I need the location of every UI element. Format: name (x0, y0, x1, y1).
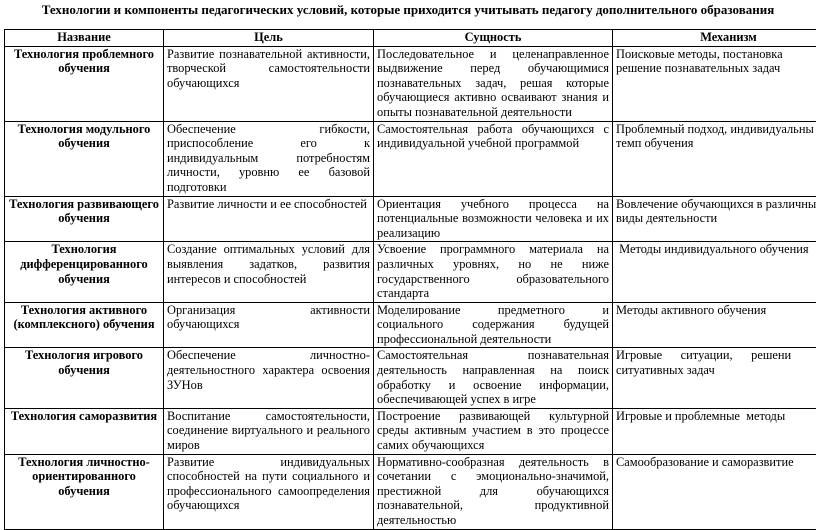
table-row (5, 302, 816, 348)
cell-name: Технология дифференцированного обучения (5, 242, 164, 302)
cell-mechanism: Игровые ситуации, решени ситуативных задач (613, 348, 816, 408)
table-header-row (5, 30, 816, 47)
cell-mechanism: Проблемный подход, индивидуальны темп обучения (613, 121, 816, 196)
cell-goal: Развитие индивидуальных способностей на пути социального и профессионального самоопределения обучающихся (164, 454, 374, 529)
cell-essence: Самостоятельная работа обучающихся с индивидуальной учебной программой (374, 121, 613, 196)
cell-name: Технология модульного обучения (5, 121, 164, 196)
cell-mechanism: Методы индивидуального обучения (613, 242, 816, 302)
table-row (5, 242, 816, 302)
column-header-name: Название (5, 30, 164, 47)
cell-name: Технология проблемного обучения (5, 46, 164, 121)
table-row (5, 454, 816, 529)
cell-essence: Построение развивающей культурной среды активным участием в это процессе самих обучающихся (374, 408, 613, 454)
cell-goal: Развитие познавательной активности, творческой самостоятельности обучающихся (164, 46, 374, 121)
cell-mechanism: Методы активного обучения (613, 302, 816, 348)
column-header-goal: Цель (164, 30, 374, 47)
column-header-mechanism: Механизм (613, 30, 816, 47)
cell-essence: Нормативно-сообразная деятельность в сочетании с эмоционально-значимой, престижной для обучающихся познавательной, продуктивной деятельностью (374, 454, 613, 529)
cell-goal: Создание оптимальных условий для выявления задатков, развития интересов и способностей (164, 242, 374, 302)
table-row (5, 196, 816, 242)
column-header-essence: Сущность (374, 30, 613, 47)
cell-name: Технология развивающего обучения (5, 196, 164, 242)
cell-name: Технология игрового обучения (5, 348, 164, 408)
cell-name: Технология личностно-ориентированного обучения (5, 454, 164, 529)
cell-mechanism: Поисковые методы, постановка решение познавательных задач (613, 46, 816, 121)
cell-essence: Последовательное и целенаправленное выдвижение перед обучающимися познавательных задач, решая которые обучающиеся активно осваивают знания и опыты познавательной деятельности (374, 46, 613, 121)
cell-goal: Организация активности обучающихся (164, 302, 374, 348)
page-title: Технологии и компоненты педагогических условий, которые приходится учитывать педагогу дополнительного образования (0, 2, 816, 18)
cell-mechanism: Самообразование и саморазвитие (613, 454, 816, 529)
cell-essence: Ориентация учебного процесса на потенциальные возможности человека и их реализацию (374, 196, 613, 242)
table-row (5, 46, 816, 121)
cell-name: Технология саморазвития (5, 408, 164, 454)
cell-mechanism: Игровые и проблемные методы (613, 408, 816, 454)
cell-essence: Самостоятельная познавательная деятельность направленная на поиск обработку и освоение информации, обеспечивающей успех в игре (374, 348, 613, 408)
technologies-table (4, 29, 816, 530)
cell-goal: Воспитание самостоятельности, соединение виртуального и реального миров (164, 408, 374, 454)
cell-mechanism: Вовлечение обучающихся в различны виды деятельности (613, 196, 816, 242)
cell-essence: Моделирование предметного и социального содержания будущей профессиональной деятельности (374, 302, 613, 348)
table-row (5, 408, 816, 454)
cell-essence: Усвоение программного материала на различных уровнях, но не ниже государственного образовательного стандарта (374, 242, 613, 302)
cell-goal: Обеспечение личностно-деятельностного характера освоения ЗУНов (164, 348, 374, 408)
cell-goal: Развитие личности и ее способностей (164, 196, 374, 242)
table-row (5, 348, 816, 408)
cell-name: Технология активного (комплексного) обучения (5, 302, 164, 348)
table-row (5, 121, 816, 196)
cell-goal: Обеспечение гибкости, приспособление его к индивидуальным потребностям личности, уровню ее базовой подготовки (164, 121, 374, 196)
